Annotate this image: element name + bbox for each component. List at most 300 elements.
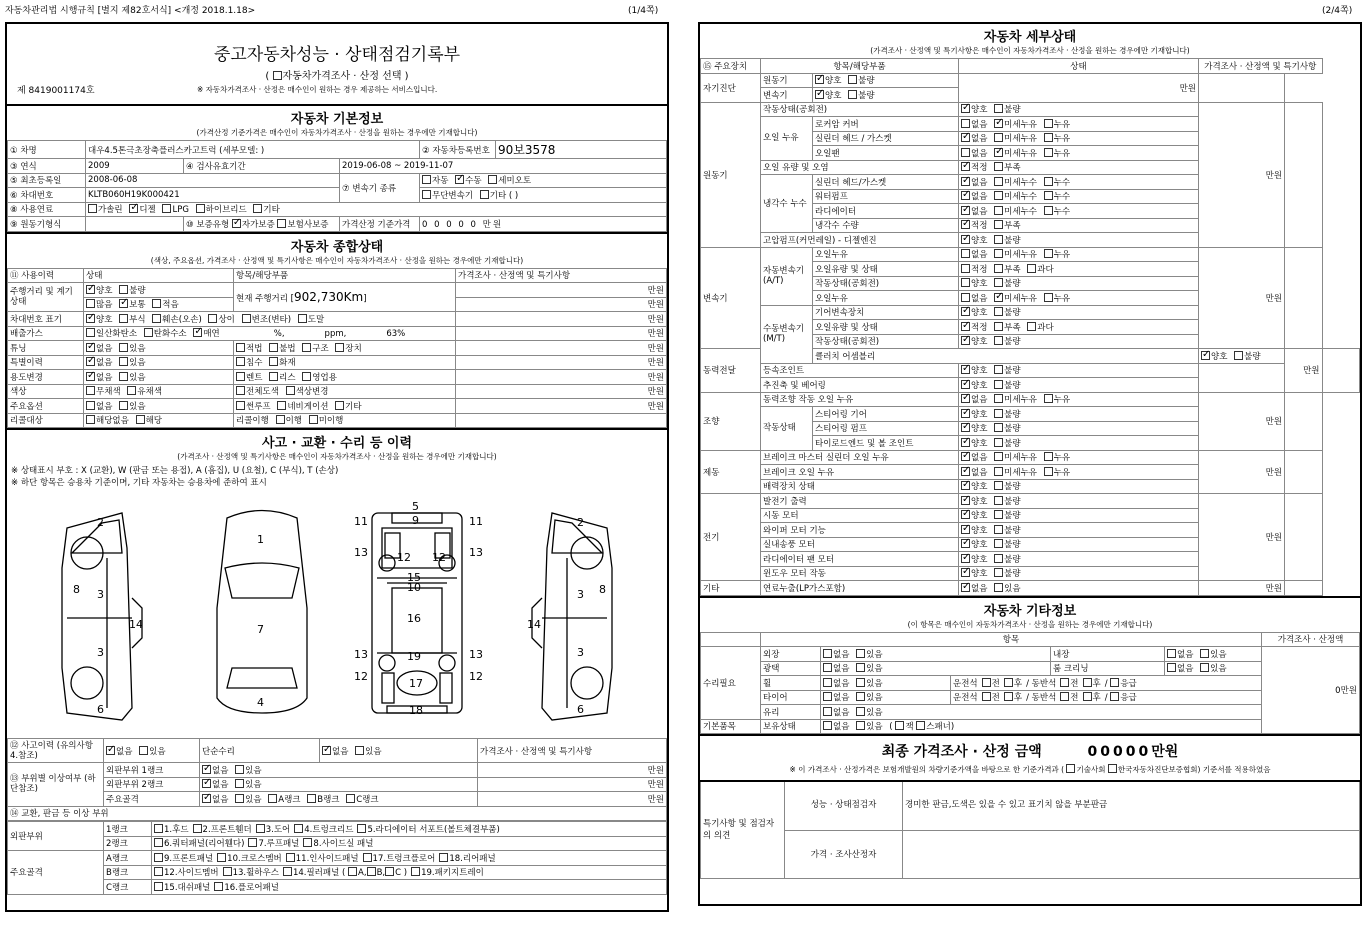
status-option: 불량 (1004, 380, 1021, 391)
front-label: 전 (991, 693, 1000, 704)
detail-status (1199, 349, 1285, 364)
detail-row (701, 494, 1360, 509)
detail-price-unit: 만원 (1285, 349, 1322, 393)
label-first-reg: ⑤ 최초등록일 (8, 173, 86, 188)
detail-hdr-price: 가격조사 · 산정액 및 특기사항 (1199, 59, 1322, 74)
fuel-hybrid-checkbox[interactable] (196, 204, 205, 213)
wheel-drv-front[interactable] (982, 678, 991, 687)
status-checkbox[interactable] (961, 336, 970, 345)
part-num: 3 (577, 588, 584, 601)
status-checkbox[interactable] (961, 583, 970, 592)
part-label: A, (358, 868, 367, 879)
part-sidesill-checkbox[interactable] (303, 838, 312, 847)
wheel-drv-rear[interactable] (1004, 678, 1013, 687)
opt-engineer-checkbox[interactable] (1066, 764, 1075, 773)
part-trunk-checkbox[interactable] (294, 824, 303, 833)
trans-cvt-checkbox[interactable] (422, 190, 431, 199)
status-checkbox[interactable] (961, 278, 970, 287)
wheel-none-checkbox[interactable] (823, 678, 832, 687)
page-number-2: (2/4쪽) (1322, 6, 1353, 16)
status-checkbox[interactable] (815, 90, 824, 99)
accident-exist-checkbox[interactable] (139, 746, 148, 755)
status-checkbox[interactable] (961, 307, 970, 316)
status-checkbox[interactable] (848, 90, 857, 99)
paren-close: ) (404, 71, 409, 82)
status-checkbox[interactable] (961, 148, 970, 157)
status-checkbox[interactable] (994, 278, 1003, 287)
part-num: 3 (97, 646, 104, 659)
clean-exist-checkbox[interactable] (1200, 663, 1209, 672)
detail-item-i_tflow: 오일유량 및 상태 (813, 320, 959, 335)
tire-emerg[interactable] (1110, 692, 1119, 701)
full-paint-checkbox[interactable] (236, 386, 245, 395)
opt-assoc-checkbox[interactable] (1108, 764, 1117, 773)
price-note: ※ 자동차가격조사 · 산정은 매수인이 원하는 경우 제공하는 서비스입니다. (197, 85, 438, 94)
detail-status (959, 566, 1199, 581)
part-num: 1 (257, 533, 264, 546)
recall-done-checkbox[interactable] (276, 415, 285, 424)
detail-status (959, 320, 1199, 335)
status-option: 양호 (971, 511, 988, 522)
vin-corrosion-checkbox[interactable] (119, 314, 128, 323)
glass-exist-checkbox[interactable] (856, 707, 865, 716)
status-checkbox[interactable] (1201, 351, 1210, 360)
frame-b-checkbox[interactable] (307, 794, 316, 803)
status-checkbox[interactable] (1027, 322, 1036, 331)
detail-price-unit: 만원 (1199, 494, 1285, 581)
int-none-checkbox[interactable] (1167, 649, 1176, 658)
status-checkbox[interactable] (994, 365, 1003, 374)
none-label: 없음 (833, 722, 850, 733)
status-checkbox[interactable] (961, 481, 970, 490)
opt-item: 네비게이션 (287, 401, 329, 412)
part-door-checkbox[interactable] (256, 824, 265, 833)
tuning-exist-checkbox[interactable] (119, 343, 128, 352)
rank2-none-checkbox[interactable] (202, 779, 211, 788)
status-checkbox[interactable] (994, 554, 1003, 563)
label-pricer: 가격 · 조사산정자 (785, 830, 903, 878)
vin-damage-checkbox[interactable] (152, 314, 161, 323)
detail-row (701, 450, 1360, 465)
status-checkbox[interactable] (994, 336, 1003, 345)
recall-yes-checkbox[interactable] (136, 415, 145, 424)
status-checkbox[interactable] (961, 119, 970, 128)
status-checkbox[interactable] (1044, 133, 1053, 142)
tools-none-checkbox[interactable] (823, 721, 832, 730)
tire-pas-front[interactable] (1060, 692, 1069, 701)
part-num: 10 (407, 581, 421, 594)
tuning-illegal-checkbox[interactable] (269, 343, 278, 352)
tools-exist-checkbox[interactable] (856, 721, 865, 730)
tuning-legal-checkbox[interactable] (236, 343, 245, 352)
pillar-b-checkbox[interactable] (367, 867, 376, 876)
status-checkbox[interactable] (994, 496, 1003, 505)
status-checkbox[interactable] (994, 177, 1003, 186)
rank2-exist-checkbox[interactable] (235, 779, 244, 788)
status-checkbox[interactable] (994, 583, 1003, 592)
detail-hdr-status: 상태 (959, 59, 1199, 74)
status-checkbox[interactable] (994, 394, 1003, 403)
part-package-checkbox[interactable] (411, 867, 420, 876)
gloss-none-checkbox[interactable] (823, 663, 832, 672)
status-checkbox[interactable] (1044, 119, 1053, 128)
status-option: 불량 (1244, 351, 1261, 362)
status-checkbox[interactable] (961, 452, 970, 461)
status-checkbox[interactable] (961, 409, 970, 418)
status-checkbox[interactable] (961, 177, 970, 186)
frame-a-checkbox[interactable] (268, 794, 277, 803)
detail-status (959, 363, 1199, 378)
gauge-bad-checkbox[interactable] (119, 285, 128, 294)
final-price-section (700, 736, 1360, 782)
status-checkbox[interactable] (961, 554, 970, 563)
vin-opt: 양호 (96, 314, 113, 325)
lease-checkbox[interactable] (269, 372, 278, 381)
status-checkbox[interactable] (994, 438, 1003, 447)
opt-etc-checkbox[interactable] (335, 401, 344, 410)
clean-none-checkbox[interactable] (1167, 663, 1176, 672)
status-checkbox[interactable] (994, 467, 1003, 476)
status-option: 없음 (971, 453, 988, 464)
ext-exist-checkbox[interactable] (856, 649, 865, 658)
part-dash-checkbox[interactable] (154, 882, 163, 891)
int-exist-checkbox[interactable] (1200, 649, 1209, 658)
wheel-position: 운전석 전 후 / 동반석 전 후 / 응급 (951, 676, 1262, 691)
tire-pas-rear[interactable] (1083, 692, 1092, 701)
status-option: 누유 (1053, 395, 1071, 406)
status-option: 양호 (971, 409, 988, 420)
vin-diff-checkbox[interactable] (208, 314, 217, 323)
detail-status (959, 204, 1199, 219)
vin-good-checkbox[interactable] (86, 314, 95, 323)
status-checkbox[interactable] (994, 452, 1003, 461)
color-change-checkbox[interactable] (286, 386, 295, 395)
status-checkbox[interactable] (1044, 452, 1053, 461)
jack-checkbox[interactable] (895, 721, 904, 730)
trans-manual-checkbox[interactable] (455, 175, 464, 184)
options-none-checkbox[interactable] (86, 401, 95, 410)
part-hood-checkbox[interactable] (154, 824, 163, 833)
none-label: 없음 (212, 765, 229, 776)
simple-none-checkbox[interactable] (322, 746, 331, 755)
part-inside-checkbox[interactable] (286, 853, 295, 862)
price-unit: 만원 (456, 355, 667, 370)
rank1-none-checkbox[interactable] (202, 765, 211, 774)
detail-group-g_steer: 조향 (701, 392, 761, 450)
fire-checkbox[interactable] (269, 357, 278, 366)
rent-checkbox[interactable] (236, 372, 245, 381)
status-option: 없음 (971, 192, 988, 203)
status-checkbox[interactable] (961, 496, 970, 505)
status-option: 불량 (1004, 409, 1021, 420)
inspection-period-value: 2019-06-08 ~ 2019-11-07 (340, 159, 667, 174)
status-checkbox[interactable] (994, 380, 1003, 389)
tire-none-checkbox[interactable] (823, 692, 832, 701)
status-checkbox[interactable] (961, 206, 970, 215)
tuning-none-checkbox[interactable] (86, 343, 95, 352)
detail-item-i_rad: 라디에이터 (813, 204, 959, 219)
price-select-label: 자동차가격조사 · 산정 선택 (282, 71, 402, 82)
status-checkbox[interactable] (994, 119, 1003, 128)
status-checkbox[interactable] (1027, 264, 1036, 273)
usechg-exist-checkbox[interactable] (119, 372, 128, 381)
detail-price-unit: 만원 (1199, 102, 1285, 247)
warranty-self-checkbox[interactable] (232, 219, 241, 228)
status-checkbox[interactable] (961, 249, 970, 258)
mileage-many-checkbox[interactable] (86, 299, 95, 308)
exist-label: 있음 (129, 358, 146, 369)
status-checkbox[interactable] (961, 525, 970, 534)
label-rk1: 1랭크 (104, 822, 152, 837)
status-checkbox[interactable] (994, 249, 1003, 258)
part-rear-checkbox[interactable] (439, 853, 448, 862)
opt-engineer-label: 기술사회 (1076, 765, 1106, 774)
part-trunkfloor-checkbox[interactable] (363, 853, 372, 862)
status-checkbox[interactable] (994, 423, 1003, 432)
options-exist-checkbox[interactable] (119, 401, 128, 410)
part-floor-checkbox[interactable] (214, 882, 223, 891)
wheel-pas-front[interactable] (1060, 678, 1069, 687)
detail-status (959, 233, 1199, 248)
status-option: 없음 (971, 134, 988, 145)
status-checkbox[interactable] (961, 510, 970, 519)
status-checkbox[interactable] (994, 162, 1003, 171)
status-checkbox[interactable] (994, 148, 1003, 157)
special-none-checkbox[interactable] (86, 357, 95, 366)
gas-co-checkbox[interactable] (86, 328, 95, 337)
detail-row (701, 73, 1360, 88)
status-checkbox[interactable] (994, 568, 1003, 577)
usechg-none-checkbox[interactable] (86, 372, 95, 381)
status-checkbox[interactable] (961, 322, 970, 331)
status-checkbox[interactable] (994, 133, 1003, 142)
part-pillar-checkbox[interactable] (283, 867, 292, 876)
status-checkbox[interactable] (961, 539, 970, 548)
status-checkbox[interactable] (1044, 467, 1053, 476)
trans-semi-checkbox[interactable] (488, 175, 497, 184)
other-title: 자동차 기타정보 (983, 603, 1077, 619)
label-gloss: 광택 (761, 661, 821, 676)
part-front-panel-checkbox[interactable] (154, 853, 163, 862)
recall-notdone-checkbox[interactable] (309, 415, 318, 424)
special-exist-checkbox[interactable] (119, 357, 128, 366)
part-sidemember-checkbox[interactable] (154, 867, 163, 876)
front-label: 전 (991, 678, 1000, 689)
fuel-lpg-checkbox[interactable] (162, 204, 171, 213)
price-unit: 만원 (456, 312, 667, 327)
status-checkbox[interactable] (1044, 191, 1053, 200)
status-checkbox[interactable] (961, 380, 970, 389)
part-fender-checkbox[interactable] (193, 824, 202, 833)
part-label: 1.후드 (164, 824, 189, 835)
part-num: 13 (354, 648, 368, 661)
status-checkbox[interactable] (961, 235, 970, 244)
price-select-checkbox[interactable] (273, 71, 282, 80)
business-checkbox[interactable] (302, 372, 311, 381)
status-checkbox[interactable] (994, 481, 1003, 490)
recall-opt: 미이행 (318, 416, 344, 427)
tuning-device-checkbox[interactable] (335, 343, 344, 352)
status-checkbox[interactable] (1044, 293, 1053, 302)
status-checkbox[interactable] (961, 293, 970, 302)
chromatic-checkbox[interactable] (127, 386, 136, 395)
fuel-etc-checkbox[interactable] (253, 204, 262, 213)
label-vin-mark: 차대번호 표기 (8, 312, 84, 327)
accident-section (7, 430, 667, 895)
gas-smoke-checkbox[interactable] (193, 328, 202, 337)
status-checkbox[interactable] (994, 220, 1003, 229)
simple-exist-checkbox[interactable] (355, 746, 364, 755)
pillar-a-checkbox[interactable] (348, 867, 357, 876)
none-label: 없음 (96, 343, 113, 354)
tire-drv-rear[interactable] (1004, 692, 1013, 701)
final-note-text: ※ 이 가격조사 · 산정가격은 보험개발원의 차량기준가액을 바탕으로 한 기준가격과 ( (789, 765, 1065, 774)
status-checkbox[interactable] (994, 307, 1003, 316)
status-checkbox[interactable] (961, 423, 970, 432)
label-use-change: 용도변경 (8, 370, 84, 385)
status-checkbox[interactable] (994, 409, 1003, 418)
status-checkbox[interactable] (961, 104, 970, 113)
accident-title: 사고 · 교환 · 수리 등 이력 (261, 436, 413, 451)
detail-item-i_oil_flow: 오일 유량 및 오염 (761, 160, 959, 175)
status-option: 과다 (1037, 264, 1054, 275)
status-checkbox[interactable] (994, 322, 1003, 331)
mileage-few-checkbox[interactable] (152, 299, 161, 308)
flood-checkbox[interactable] (236, 357, 245, 366)
pillar-c-checkbox[interactable] (385, 867, 394, 876)
status-checkbox[interactable] (1044, 148, 1053, 157)
ext-none-checkbox[interactable] (823, 649, 832, 658)
wheel-emerg[interactable] (1110, 678, 1119, 687)
detail-item-i_tleak: 오일누유 (813, 247, 959, 262)
trans-etc-checkbox[interactable] (480, 190, 489, 199)
detail-item-i_work: 작동상태(공회전) (813, 334, 959, 349)
exist-label: 있음 (129, 372, 146, 383)
status-checkbox[interactable] (1044, 177, 1053, 186)
gas-hc-checkbox[interactable] (144, 328, 153, 337)
status-checkbox[interactable] (1234, 351, 1243, 360)
status-checkbox[interactable] (961, 133, 970, 142)
status-checkbox[interactable] (994, 104, 1003, 113)
glass-none-checkbox[interactable] (823, 707, 832, 716)
recall-na-checkbox[interactable] (86, 415, 95, 424)
none-label: 없음 (833, 693, 850, 704)
fuel-gasoline-checkbox[interactable] (88, 204, 97, 213)
label-interior: 내장 (1051, 647, 1165, 662)
label-inspector: 성능 · 상태점검자 (785, 782, 903, 830)
status-checkbox[interactable] (994, 206, 1003, 215)
odometer-value: 902,730Km (294, 290, 364, 304)
tire-drv-front[interactable] (982, 692, 991, 701)
detail-hdr-item: 항목/해당부품 (761, 59, 959, 74)
mileage-normal-checkbox[interactable] (119, 299, 128, 308)
status-checkbox[interactable] (994, 191, 1003, 200)
frame-none-checkbox[interactable] (202, 794, 211, 803)
sunroof-checkbox[interactable] (236, 401, 245, 410)
hdr-price: 가격조사 · 산정액 및 특기사항 (456, 268, 667, 283)
price-unit: 만원 (456, 370, 667, 385)
status-checkbox[interactable] (848, 75, 857, 84)
status-checkbox[interactable] (961, 394, 970, 403)
status-checkbox[interactable] (961, 438, 970, 447)
detail-item-i_work: 작동상태(공회전) (761, 102, 959, 117)
status-checkbox[interactable] (961, 264, 970, 273)
status-checkbox[interactable] (994, 510, 1003, 519)
interior-status (1165, 647, 1262, 662)
part-quarter-checkbox[interactable] (154, 838, 163, 847)
status-checkbox[interactable] (1044, 206, 1053, 215)
status-checkbox[interactable] (961, 220, 970, 229)
status-checkbox[interactable] (961, 365, 970, 374)
transmission-row2 (420, 188, 667, 203)
vin-alter-checkbox[interactable] (242, 314, 251, 323)
status-checkbox[interactable] (961, 568, 970, 577)
part-radiator-checkbox[interactable] (357, 824, 366, 833)
achromatic-checkbox[interactable] (86, 386, 95, 395)
page-left (5, 22, 669, 912)
detail-status (959, 465, 1199, 480)
other-item-header: 항목 (761, 632, 1262, 647)
wheel-exist-checkbox[interactable] (856, 678, 865, 687)
status-checkbox[interactable] (815, 75, 824, 84)
status-checkbox[interactable] (1044, 394, 1053, 403)
status-checkbox[interactable] (1044, 249, 1053, 258)
fuel-diesel-checkbox[interactable] (129, 204, 138, 213)
general-status-subtitle: (색상, 주요옵션, 가격조사 · 산정액 및 특기사항은 매수인이 자동차가격조사 · 산정을 원하는 경우에만 기재합니다) (150, 255, 524, 265)
exist-label: 있음 (245, 780, 262, 791)
status-checkbox[interactable] (961, 162, 970, 171)
opt-assoc-label: 한국자동차진단보증협회 (1117, 765, 1198, 774)
status-checkbox[interactable] (994, 264, 1003, 273)
part-cross-checkbox[interactable] (217, 853, 226, 862)
accident-none-checkbox[interactable] (106, 746, 115, 755)
detail-status (959, 262, 1199, 277)
gauge-good-checkbox[interactable] (86, 285, 95, 294)
frame-c-checkbox[interactable] (346, 794, 355, 803)
color-type (84, 384, 234, 399)
tire-exist-checkbox[interactable] (856, 692, 865, 701)
status-option: 적정 (971, 264, 988, 275)
part-roof-checkbox[interactable] (248, 838, 257, 847)
warranty-insurer-checkbox[interactable] (277, 219, 286, 228)
detail-item-i_bmc: 브레이크 마스터 실린더 오일 누유 (761, 450, 959, 465)
status-checkbox[interactable] (994, 539, 1003, 548)
detail-status (959, 247, 1199, 262)
vin-paint-checkbox[interactable] (298, 314, 307, 323)
wheel-pas-rear[interactable] (1083, 678, 1092, 687)
rank1-exist-checkbox[interactable] (235, 765, 244, 774)
glass-status (821, 705, 1262, 720)
trans-auto-checkbox[interactable] (422, 175, 431, 184)
part-wheelhouse-checkbox[interactable] (223, 867, 232, 876)
warranty-cell (184, 217, 340, 232)
part-label: 19.패키지트레이 (421, 868, 484, 879)
navi-checkbox[interactable] (277, 401, 286, 410)
frame-exist-checkbox[interactable] (235, 794, 244, 803)
jack-label: 잭 (905, 722, 914, 733)
tuning-struct-checkbox[interactable] (302, 343, 311, 352)
spanner-checkbox[interactable] (916, 721, 925, 730)
status-checkbox[interactable] (961, 467, 970, 476)
status-checkbox[interactable] (994, 525, 1003, 534)
gloss-exist-checkbox[interactable] (856, 663, 865, 672)
status-checkbox[interactable] (994, 293, 1003, 302)
status-checkbox[interactable] (961, 191, 970, 200)
rear-label: 후 (1092, 678, 1101, 689)
detail-sub-i_mt: 수동변속기 (M/T) (761, 305, 813, 363)
status-checkbox[interactable] (994, 235, 1003, 244)
exist-label: 있음 (1210, 649, 1227, 660)
